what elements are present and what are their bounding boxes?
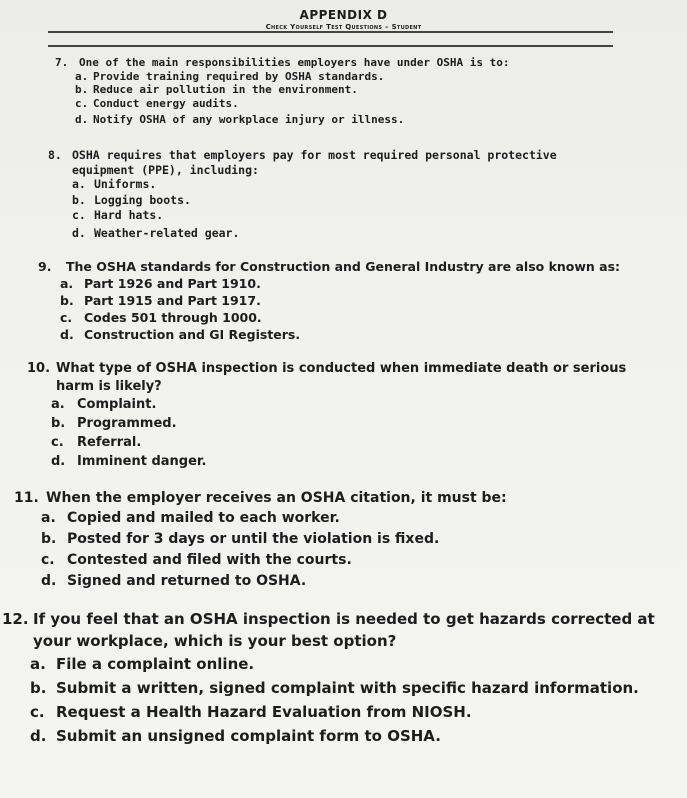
option-text: Logging boots. — [94, 192, 191, 207]
question-9 — [38, 259, 638, 343]
option-text: Provide training required by OSHA standards. — [93, 69, 385, 83]
question-stem — [48, 148, 578, 177]
option-label: c. — [41, 552, 55, 568]
question-stem — [2, 608, 682, 652]
option-label: b. — [72, 192, 86, 207]
option-text: Hard hats. — [94, 208, 164, 222]
question-text: The OSHA standards for Construction and General Industry are also known as: — [66, 259, 621, 274]
question-number: 10. — [27, 361, 51, 376]
answer-option-a — [60, 275, 638, 292]
option-label: d. — [60, 327, 74, 342]
option-text: Notify OSHA of any workplace injury or illness. — [93, 113, 405, 126]
answer-option-b — [41, 529, 664, 550]
option-label: a. — [41, 510, 56, 526]
answer-option-b — [51, 414, 667, 433]
option-label: c. — [75, 96, 89, 110]
question-stem — [27, 360, 667, 395]
option-label: d. — [51, 454, 66, 469]
answer-option-d — [41, 571, 664, 592]
header-rule-bottom — [48, 45, 613, 47]
answer-option-b — [75, 83, 575, 97]
question-number: 11. — [14, 490, 39, 506]
option-text: Referral. — [77, 435, 142, 450]
option-label: b. — [30, 679, 47, 697]
header-rule-top — [48, 31, 613, 33]
answer-option-b — [30, 676, 682, 700]
question-10 — [27, 360, 667, 471]
question-text: If you feel that an OSHA inspection is needed to get hazards corrected at your workplace, which is your best option? — [33, 610, 655, 650]
option-text: Programmed. — [77, 416, 177, 431]
answer-option-c — [75, 97, 575, 111]
option-text: Conduct energy audits. — [93, 96, 239, 110]
option-text: Reduce air pollution in the environment. — [93, 83, 358, 96]
option-text: Construction and GI Registers. — [84, 327, 301, 342]
option-label: a. — [30, 655, 46, 673]
option-label: d. — [75, 113, 89, 126]
option-text: Weather-related gear. — [94, 225, 240, 240]
answer-option-d — [75, 113, 575, 127]
option-label: a. — [75, 69, 89, 83]
answer-option-d — [30, 724, 682, 748]
option-text: Part 1926 and Part 1910. — [84, 276, 261, 291]
question-text: One of the main responsibilities employers have under OSHA is to: — [79, 56, 510, 69]
option-label: c. — [60, 310, 73, 325]
option-label: c. — [51, 435, 64, 450]
page-header — [0, 8, 687, 31]
question-text: What type of OSHA inspection is conducted when immediate death or serious harm is likely? — [56, 361, 627, 394]
option-label: a. — [60, 276, 74, 291]
option-text: File a complaint online. — [56, 655, 255, 673]
option-label: a. — [51, 397, 65, 412]
answer-option-c — [41, 550, 664, 571]
question-number: 12. — [2, 610, 29, 628]
question-stem — [38, 259, 638, 275]
answer-option-a — [41, 508, 664, 529]
option-label: b. — [51, 416, 66, 431]
appendix-subtitle: Check Yourself Test Questions – Student — [265, 23, 422, 31]
answer-option-c — [60, 309, 638, 326]
answer-option-d — [51, 452, 667, 471]
question-stem — [14, 488, 664, 508]
answer-option-b — [72, 193, 578, 209]
option-text: Submit an unsigned complaint form to OSHA. — [56, 727, 441, 745]
question-12 — [2, 608, 682, 748]
answer-option-a — [30, 652, 682, 676]
question-stem — [55, 56, 575, 70]
question-number: 8. — [48, 148, 62, 162]
option-label: b. — [75, 83, 89, 96]
option-label: d. — [41, 573, 57, 589]
question-text: When the employer receives an OSHA citation, it must be: — [46, 490, 507, 506]
question-text: OSHA requires that employers pay for most required personal protective equipment (PPE), including: — [72, 148, 557, 177]
appendix-title: APPENDIX D — [299, 8, 388, 22]
option-text: Posted for 3 days or until the violation is fixed. — [67, 531, 440, 547]
option-label: d. — [30, 727, 47, 745]
option-text: Copied and mailed to each worker. — [67, 510, 340, 526]
answer-option-a — [75, 70, 575, 84]
option-text: Codes 501 through 1000. — [84, 310, 262, 325]
option-label: a. — [72, 177, 86, 191]
option-text: Part 1915 and Part 1917. — [84, 293, 261, 308]
option-text: Submit a written, signed complaint with specific hazard information. — [56, 679, 639, 697]
answer-option-a — [72, 177, 578, 193]
answer-option-d — [72, 226, 578, 242]
answer-option-a — [51, 395, 667, 414]
option-label: b. — [60, 293, 74, 308]
answer-option-c — [51, 433, 667, 452]
answer-option-c — [30, 700, 682, 724]
option-text: Imminent danger. — [77, 454, 207, 469]
answer-option-d — [60, 326, 638, 343]
question-11 — [14, 488, 664, 592]
option-text: Contested and filed with the courts. — [67, 552, 352, 568]
answer-option-b — [60, 292, 638, 309]
option-text: Uniforms. — [94, 177, 157, 191]
option-label: c. — [72, 208, 86, 222]
answer-option-c — [72, 208, 578, 224]
question-8 — [48, 148, 578, 241]
question-number: 7. — [55, 56, 69, 69]
question-7 — [55, 56, 575, 127]
option-text: Complaint. — [77, 397, 157, 412]
option-text: Request a Health Hazard Evaluation from NIOSH. — [56, 703, 472, 721]
option-label: c. — [30, 703, 45, 721]
question-number: 9. — [38, 259, 52, 274]
option-label: d. — [72, 225, 86, 240]
option-label: b. — [41, 531, 57, 547]
option-text: Signed and returned to OSHA. — [67, 573, 307, 589]
